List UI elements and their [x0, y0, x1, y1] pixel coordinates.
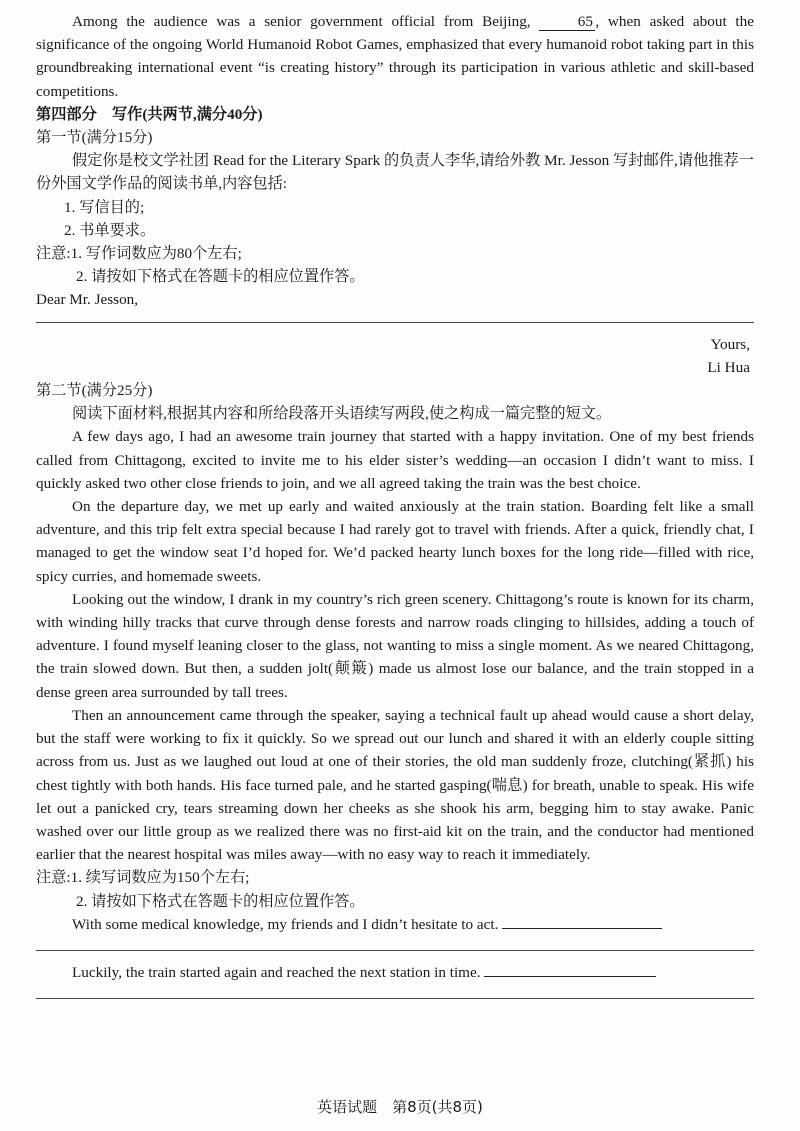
continuation-opener-2: Luckily, the train started again and reached the next station in time.: [36, 961, 754, 984]
section1-point-2: 2. 书单要求。: [64, 221, 156, 239]
letter-closing: Yours,: [710, 335, 750, 353]
story-paragraph: Looking out the window, I drank in my country’s rich green scenery. Chittagong’s route is known for its charm, with winding hilly tracks that curve through dense forests and narrow roads clinging to hillsides, adding a touch of adventure. I found myself leaning closer to the glass, not wanting to miss a single moment. As we neared Chittagong, the train slowed down. But then, a sudden jolt(颠簸) made us almost lose our balance, and the train stopped in a dense green area surrounded by tall trees.: [36, 590, 754, 701]
section2-instruction: 阅读下面材料,根据其内容和所给段落开头语续写两段,使之构成一篇完整的短文。: [72, 405, 612, 423]
letter-signature: Li Hua: [707, 358, 750, 376]
section1-title: 第一节(满分15分): [36, 129, 153, 147]
section2-note-1: 注意:1. 续写词数应为150个左右;: [36, 869, 250, 887]
part4-title: 第四部分 写作(共两节,满分40分): [36, 105, 263, 123]
story-paragraph: Then an announcement came through the speaker, saying a technical fault up ahead would cause a short delay, but the staff were working to fix it quickly. So we spread out our lunch and shared it with an elderly couple sitting across from us. Just as we laughed out loud at one of their stories, the old man suddenly froze, clutching(紧抓) his chest tightly with both hands. His face turned pale, and he started gasping(喘息) for breath, unable to speak. His wife let out a panicked cry, tears streaming down her cheeks as she shook his arm, begging him to stay awake. Panic washed over our little group as we realized there was no first-aid kit on the train, and the conductor had mentioned earlier that the nearest hospital was miles away—with no easy way to reach it immediately.: [36, 706, 754, 864]
opener-1-answer-line[interactable]: [502, 914, 662, 929]
answer-blank-65[interactable]: 65: [539, 13, 595, 31]
writing-answer-line[interactable]: [36, 322, 754, 323]
section1-prompt: 假定你是校文学社团 Read for the Literary Spark 的负责人李华,请给外教 Mr. Jesson 写封邮件,请他推荐一份外国文学作品的阅读书单,内容包括:: [36, 152, 754, 193]
story-paragraph: On the departure day, we met up early and waited anxiously at the train station. Boarding felt like a small adventure, and this trip felt extra special because I had rarely got to travel with friends. After a quick, friendly chat, I managed to get the window seat I’d hoped for. We’d packed hearty lunch boxes for the long ride—filled with rice, spicy curries, and homemade sweets.: [36, 498, 754, 585]
section2-note-2: 2. 请按如下格式在答题卡的相应位置作答。: [76, 892, 365, 910]
page-footer: 英语试题 第8页(共8页): [317, 1098, 483, 1116]
continuation-answer-line-2[interactable]: [36, 998, 754, 999]
letter-greeting: Dear Mr. Jesson,: [36, 291, 139, 309]
section1-point-1: 1. 写信目的;: [64, 198, 145, 216]
exam-page: [36, 10, 754, 1009]
opener-2-answer-line[interactable]: [484, 962, 656, 977]
section2-title: 第二节(满分25分): [36, 382, 153, 400]
passage-end-paragraph: Among the audience was a senior government official from Beijing, 65 , when asked about the significance of the ongoing World Humanoid Robot Games, emphasized that every humanoid robot taking part in this groundbreaking international event “is creating history” through its participation in various athletic and skill-based competitions.: [36, 13, 754, 100]
story-paragraph: A few days ago, I had an awesome train journey that started with a happy invitation. One of my best friends called from Chittagong, excited to invite me to his elder sister’s wedding—an occasion I didn’t want to miss. I quickly asked two other close friends to join, and we all agreed taking the train was the best choice.: [36, 428, 754, 492]
section1-note-2: 2. 请按如下格式在答题卡的相应位置作答。: [76, 268, 365, 286]
continuation-opener-1: With some medical knowledge, my friends and I didn’t hesitate to act.: [36, 913, 754, 936]
section1-note-1: 注意:1. 写作词数应为80个左右;: [36, 245, 242, 263]
continuation-answer-line-1[interactable]: [36, 950, 754, 951]
